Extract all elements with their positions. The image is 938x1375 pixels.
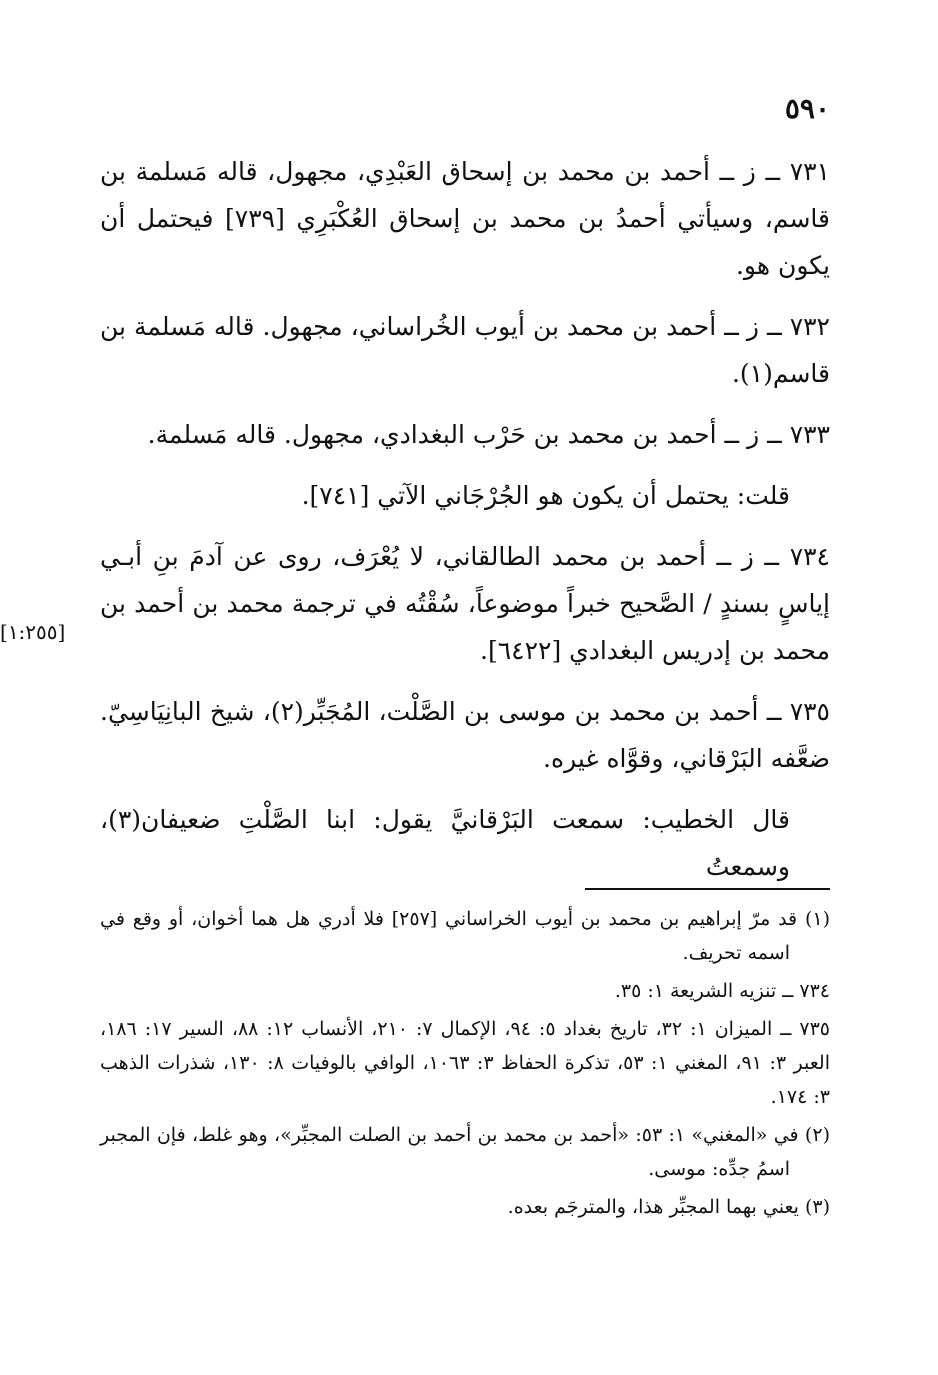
entry-733-comment: قلت: يحتمل أن يكون هو الجُرْجَاني الآتي [٧٤١]. (301, 481, 790, 510)
source-ref-734: ٧٣٤ ــ تنزيه الشريعة ١: ٣٥. (614, 980, 830, 1002)
footnote-separator (585, 888, 830, 890)
page-number: ٥٩٠ (784, 92, 830, 125)
margin-reference: [١:٢٥٥] (0, 620, 66, 644)
entry-731: ٧٣١ ــ ز ــ أحمد بن محمد بن إسحاق العَبْدِي، مجهول، قاله مَسلمة بن قاسم، وسيأتي أحمدُ بن محمد بن إسحاق العُكْبَرِي [٧٣٩] فيحتمل أن يكون هو. (100, 157, 831, 280)
entry-734: ٧٣٤ ــ ز ــ أحمد بن محمد الطالقاني، لا يُعْرَف، روى عن آدمَ بنِ أبـي إياسٍ بسندٍ / الصَّحيح خبراً موضوعاً، سُقْتُه في ترجمة محمد بن أحمد بن محمد بن إدريس البغدادي [٦٤٢٢]. (100, 542, 830, 665)
footnotes (100, 902, 830, 1228)
entry-735: ٧٣٥ ــ أحمد بن محمد بن موسى بن الصَّلْت، المُجَبِّر(٢)، شيخ البانِيَاسِيّ. ضعَّفه البَرْقاني، وقوَّاه غيره. (100, 697, 830, 773)
source-ref-735: ٧٣٥ ــ الميزان ١: ٣٢، تاريخ بغداد ٥: ٩٤، الإكمال ٧: ٢١٠، الأنساب ١٢: ٨٨، السير ١٧: ١٨٦، العبر ٣: ٩١، المغني ١: ٥٣، تذكرة الحفاظ ٣: ١٠٦٣، الوافي بالوفيات ٨: ١٣٠، شذرات الذهب ٣: ١٧٤. (100, 1018, 831, 1108)
footnote-2: (٢) في «المغني» ١: ٥٣: «أحمد بن محمد بن أحمد بن الصلت المجبِّر»، وهو غلط، فإن المجبر اسمُ جدِّه: موسى. (100, 1124, 830, 1180)
main-text (100, 148, 830, 904)
entry-733: ٧٣٣ ــ ز ــ أحمد بن محمد بن حَرْب البغدادي، مجهول. قاله مَسلمة. (147, 420, 830, 449)
entry-732: ٧٣٢ ــ ز ــ أحمد بن محمد بن أيوب الخُراساني، مجهول. قاله مَسلمة بن قاسم(١). (100, 312, 830, 388)
entry-735-khatib-quote: قال الخطيب: سمعت البَرْقانيَّ يقول: ابنا الصَّلْتِ ضعيفان(٣)، وسمعتُ (100, 805, 790, 881)
footnote-3: (٣) يعني بهما المجبِّر هذا، والمترجَم بعده. (507, 1196, 830, 1218)
footnote-1: (١) قد مرّ إبراهيم بن محمد بن أيوب الخراساني [٢٥٧] فلا أدري هل هما أخوان، أو وقع في اسمه تحريف. (100, 908, 830, 964)
